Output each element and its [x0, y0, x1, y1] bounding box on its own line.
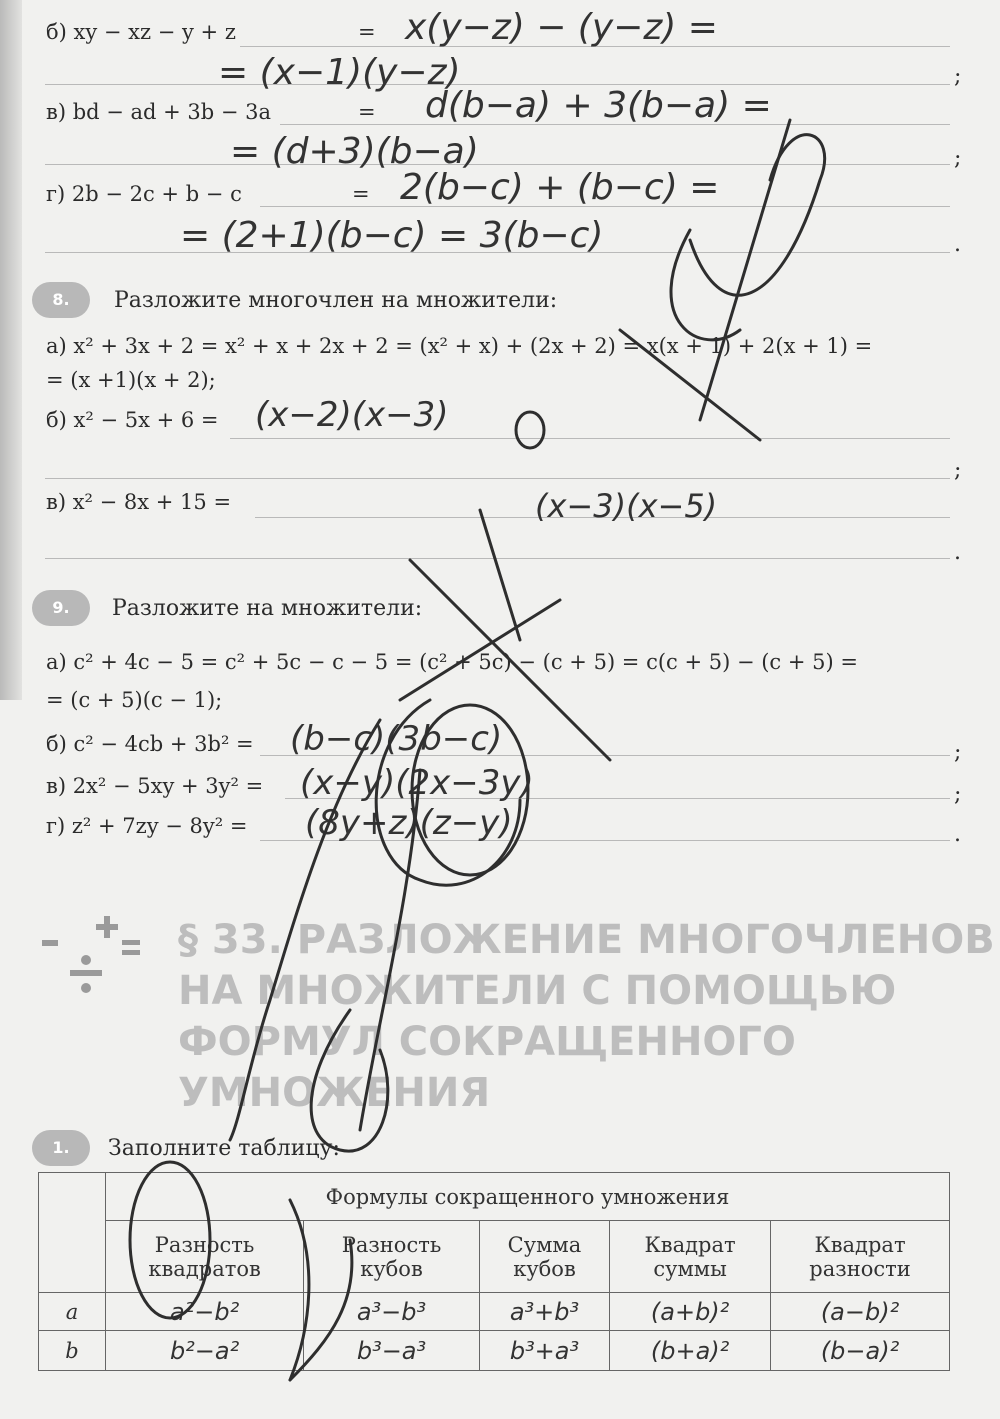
math-signs-icon [38, 908, 148, 1008]
task8-b-expression: б) x² − 5x + 6 = [46, 408, 219, 432]
period: . [954, 232, 961, 257]
task-title: Разложите на множители: [112, 596, 423, 621]
equals-sign: = [358, 100, 376, 124]
ruled-line [230, 438, 950, 439]
period: . [954, 822, 961, 847]
semicolon: ; [954, 740, 962, 765]
handwritten-answer: (b−c)(3b−c) [290, 719, 503, 759]
table-cell: a³+b³ [479, 1293, 609, 1331]
task9-v-expression: в) 2x² − 5xy + 3y² = [46, 774, 264, 798]
section-heading [178, 915, 995, 1119]
task9-g-expression: г) z² + 7zy − 8y² = [46, 814, 248, 838]
ruled-line [45, 478, 950, 479]
ruled-line [45, 558, 950, 559]
semicolon: ; [954, 64, 962, 89]
formulas-table [38, 1172, 950, 1371]
task9-b-expression: б) c² − 4cb + 3b² = [46, 732, 254, 756]
handwritten-answer: x(y−z) − (y−z) = [405, 7, 718, 48]
column-header: Квадрат суммы [610, 1221, 771, 1293]
table-cell: b³+a³ [479, 1331, 609, 1371]
equals-sign: = [352, 182, 370, 206]
table-cell: b³−a³ [304, 1331, 480, 1371]
page-binding-edge [0, 0, 22, 700]
handwritten-answer: (x−2)(x−3) [255, 395, 449, 435]
table-cell: b²−a² [106, 1331, 304, 1371]
semicolon: ; [954, 458, 962, 483]
task9-a-line: = (c + 5)(c − 1); [46, 688, 223, 712]
task-title: Разложите многочлен на множители: [114, 288, 558, 313]
task8-v-expression: в) x² − 8x + 15 = [46, 490, 232, 514]
task8-a-line: а) x² + 3x + 2 = x² + x + 2x + 2 = (x² + x) + (2x + 2) = x(x + 1) + 2(x + 1) = [46, 334, 873, 358]
table-cell: (b+a)² [610, 1331, 771, 1371]
ruled-line [45, 164, 950, 165]
handwritten-answer: (x−3)(x−5) [535, 487, 718, 525]
handwritten-answer: = (x−1)(y−z) [218, 52, 461, 93]
task-number-badge: 1. [32, 1130, 90, 1166]
section-heading-line: НА МНОЖИТЕЛИ С ПОМОЩЬЮ [178, 968, 897, 1014]
task9-a-line: а) c² + 4c − 5 = c² + 5c − c − 5 = (c² + 5c) − (c + 5) = c(c + 5) − (c + 5) = [46, 650, 858, 674]
handwritten-answer: (x−y)(2x−3y) [300, 763, 534, 803]
task7-v-expression: в) bd − ad + 3b − 3a [46, 100, 272, 124]
table-cell: (a−b)² [771, 1293, 950, 1331]
table-cell: a³−b³ [304, 1293, 480, 1331]
handwritten-answer: 2(b−c) + (b−c) = [400, 167, 720, 208]
task8-a-line: = (x +1)(x + 2); [46, 368, 216, 392]
table-row [39, 1293, 950, 1331]
row-label: b [39, 1331, 106, 1371]
handwritten-answer: (8y+z)(z−y) [305, 803, 513, 843]
task-number-badge: 8. [32, 282, 90, 318]
table-cell: a²−b² [106, 1293, 304, 1331]
table-corner-cell [39, 1173, 106, 1293]
handwritten-answer: = (d+3)(b−a) [230, 131, 479, 172]
table-cell: (b−a)² [771, 1331, 950, 1371]
column-header: Разность квадратов [106, 1221, 304, 1293]
row-label: a [39, 1293, 106, 1331]
equals-sign: = [358, 20, 376, 44]
table-cell: (a+b)² [610, 1293, 771, 1331]
section-heading-line: § 33. РАЗЛОЖЕНИЕ МНОГОЧЛЕНОВ [178, 917, 995, 963]
column-header: Квадрат разности [771, 1221, 950, 1293]
task-number-badge: 9. [32, 590, 90, 626]
column-header: Сумма кубов [479, 1221, 609, 1293]
semicolon: ; [954, 782, 962, 807]
section-heading-line: УМНОЖЕНИЯ [178, 1070, 491, 1116]
section-heading-line: ФОРМУЛ СОКРАЩЕННОГО [178, 1019, 796, 1065]
handwritten-answer: = (2+1)(b−c) = 3(b−c) [180, 215, 604, 256]
task7-b-expression: б) xy − xz − y + z [46, 20, 236, 44]
handwritten-answer: d(b−a) + 3(b−a) = [425, 85, 772, 126]
table-row [39, 1331, 950, 1371]
table-caption: Формулы сокращенного умножения [106, 1173, 950, 1221]
column-header: Разность кубов [304, 1221, 480, 1293]
period: . [954, 540, 961, 565]
task7-g-expression: г) 2b − 2c + b − c [46, 182, 242, 206]
task-title: Заполните таблицу: [108, 1136, 340, 1161]
semicolon: ; [954, 146, 962, 171]
